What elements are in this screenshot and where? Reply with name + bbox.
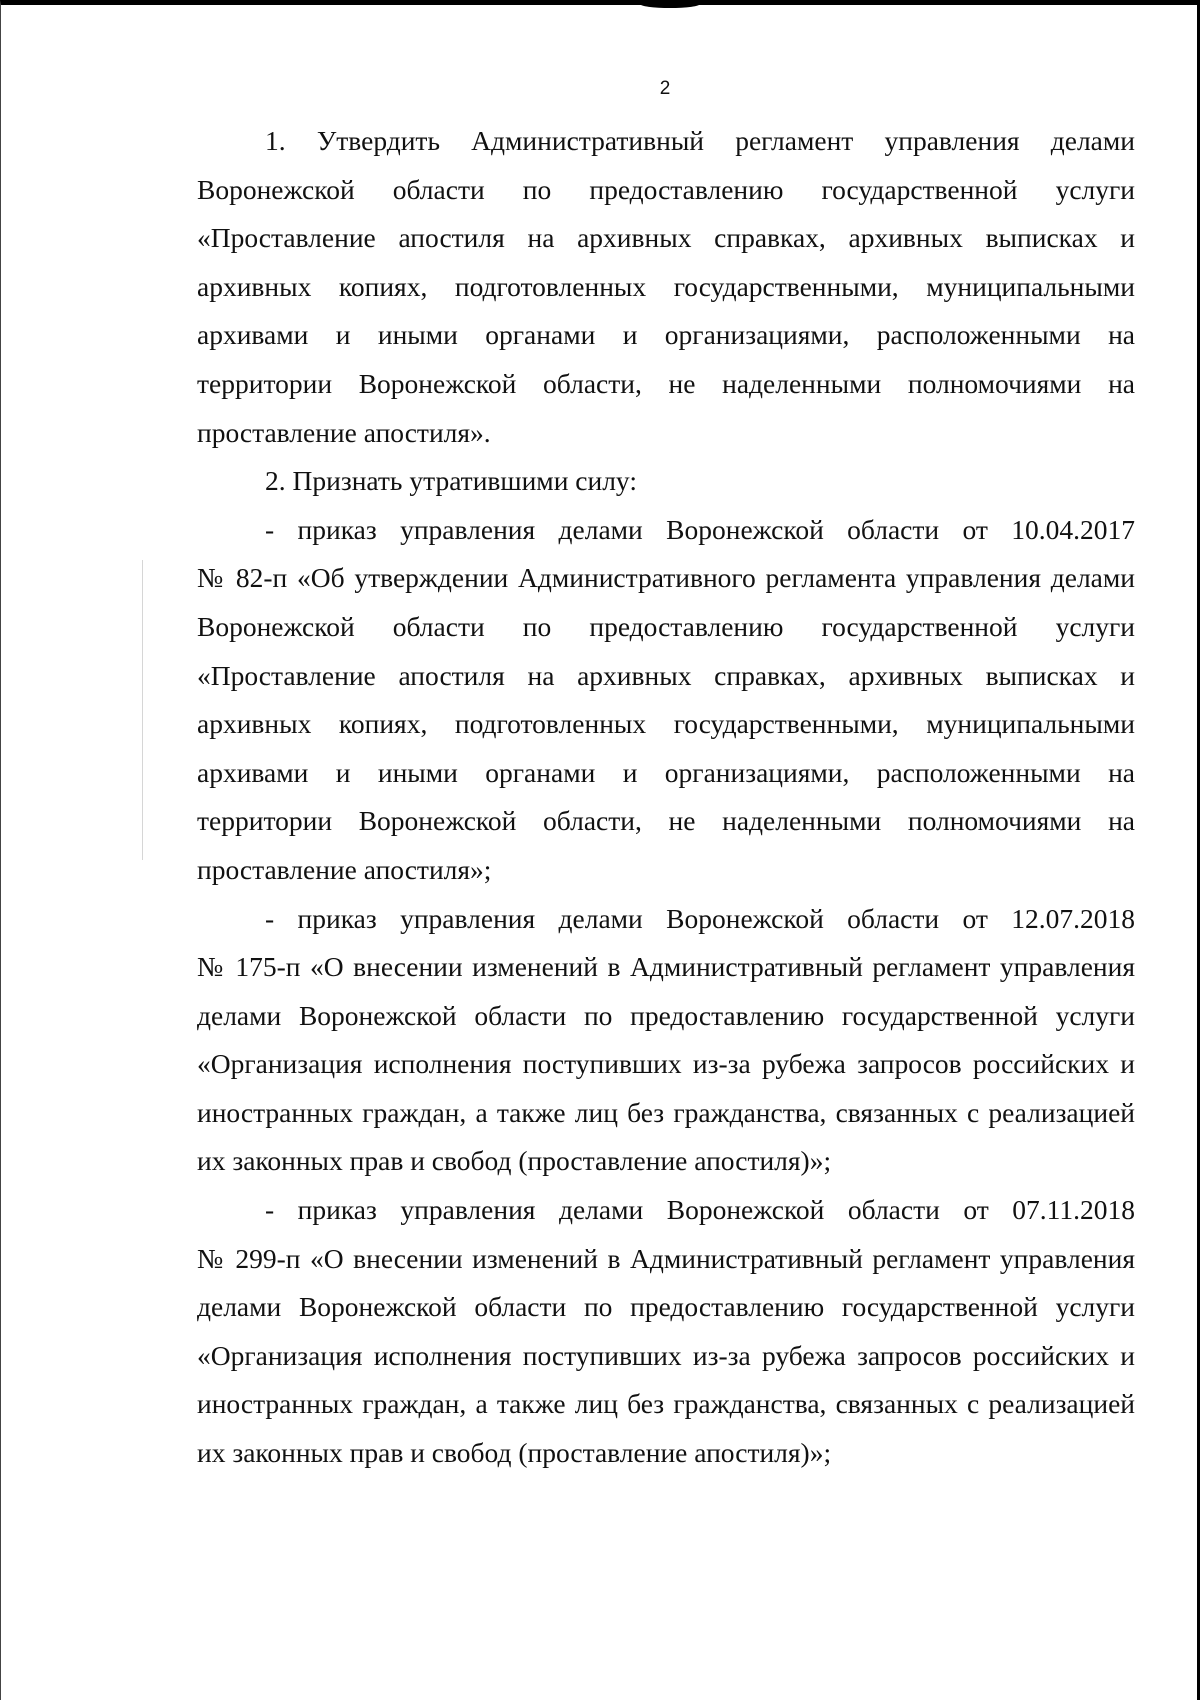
text-line: «Проставление апостиля на архивных справках, архивных выписках и (197, 222, 1135, 254)
text-line: их законных прав и свобод (проставление апостиля)»; (197, 1145, 832, 1177)
text-line: «Организация исполнения поступивших из-за рубежа запросов российских и (197, 1048, 1135, 1080)
margin-line (142, 560, 143, 860)
text-line: 2. Признать утратившими силу: (265, 465, 637, 497)
paragraph-repeal-heading (197, 457, 1135, 506)
text-line: делами Воронежской области по предоставлению государственной услуги (197, 1291, 1135, 1323)
text-line: Воронежской области по предоставлению государственной услуги (197, 610, 1135, 642)
text-line: № 299-п «О внесении изменений в Административный регламент управления (197, 1242, 1135, 1274)
text-line: проставление апостиля». (197, 416, 491, 448)
text-line: - приказ управления делами Воронежской области от 12.07.2018 (265, 902, 1135, 934)
text-line: проставление апостиля»; (197, 853, 492, 885)
text-line: «Проставление апостиля на архивных справках, архивных выписках и (197, 659, 1135, 691)
text-line: делами Воронежской области по предоставлению государственной услуги (197, 999, 1135, 1031)
text-line: 1. Утвердить Административный регламент управления делами (265, 125, 1135, 156)
text-line: иностранных граждан, а также лиц без гражданства, связанных с реализацией (197, 1096, 1135, 1128)
page-number: 2 (659, 78, 671, 99)
paragraph-approve-regulation (197, 117, 1135, 457)
text-line: архивами и иными органами и организациями, расположенными на (197, 319, 1135, 351)
text-line: № 82-п «Об утверждении Административного регламента управления делами (197, 562, 1135, 594)
text-line: архивами и иными органами и организациями, расположенными на (197, 756, 1135, 788)
text-line: их законных прав и свобод (проставление апостиля)»; (197, 1437, 832, 1469)
text-line: территории Воронежской области, не наделенными полномочиями на (197, 367, 1135, 399)
text-line: архивных копиях, подготовленных государственными, муниципальными (197, 708, 1135, 740)
paragraph-repealed-order-175 (197, 895, 1135, 1187)
text-line: - приказ управления делами Воронежской области от 07.11.2018 (265, 1194, 1135, 1226)
text-line: архивных копиях, подготовленных государственными, муниципальными (197, 270, 1135, 302)
paragraph-repealed-order-299 (197, 1186, 1135, 1478)
text-line: территории Воронежской области, не наделенными полномочиями на (197, 805, 1135, 837)
document-body (197, 117, 1135, 1478)
paragraph-repealed-order-82 (197, 506, 1135, 895)
text-line: - приказ управления делами Воронежской области от 10.04.2017 (265, 513, 1135, 545)
text-line: иностранных граждан, а также лиц без гражданства, связанных с реализацией (197, 1388, 1135, 1420)
text-line: № 175-п «О внесении изменений в Административный регламент управления (197, 951, 1135, 983)
scan-smudge (640, 0, 700, 8)
text-line: Воронежской области по предоставлению государственной услуги (197, 173, 1135, 205)
text-line: «Организация исполнения поступивших из-за рубежа запросов российских и (197, 1339, 1135, 1371)
